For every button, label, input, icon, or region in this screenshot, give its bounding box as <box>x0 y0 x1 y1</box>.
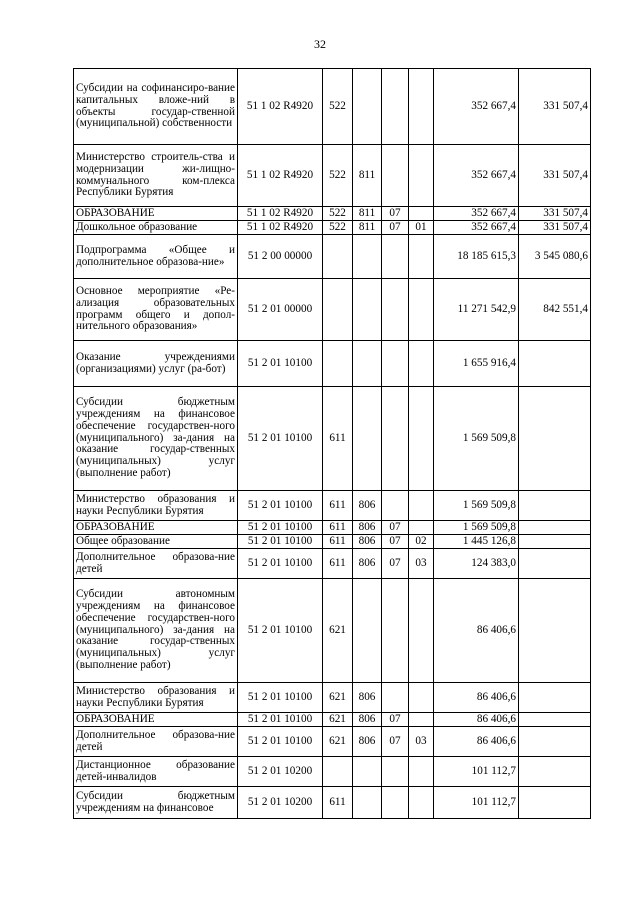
row-subsection: 01 <box>409 221 434 235</box>
row-target-code: 51 2 00 00000 <box>238 235 323 279</box>
row-ministry-code: 806 <box>353 535 382 549</box>
row-subsection <box>409 757 434 787</box>
row-target-code: 51 1 02 R4920 <box>238 145 323 207</box>
row-amount-1: 352 667,4 <box>434 145 519 207</box>
row-target-code: 51 2 01 10200 <box>238 787 323 819</box>
table-row <box>74 491 591 521</box>
row-section <box>382 491 409 521</box>
row-ministry-code <box>353 757 382 787</box>
row-ministry-code: 806 <box>353 727 382 757</box>
row-amount-2 <box>519 521 591 535</box>
row-name: Субсидии на софинансиро-вание капитальных вложе-ний в объекты государ-ственной (муниципальной) собственности <box>74 69 238 145</box>
row-section <box>382 579 409 683</box>
row-subsection <box>409 521 434 535</box>
row-amount-1: 124 383,0 <box>434 549 519 579</box>
table-row <box>74 787 591 819</box>
row-amount-1: 1 445 126,8 <box>434 535 519 549</box>
row-ministry-code: 811 <box>353 221 382 235</box>
row-ministry-code <box>353 69 382 145</box>
row-target-code: 51 2 01 10100 <box>238 341 323 387</box>
row-subsection <box>409 713 434 727</box>
row-ministry-code: 811 <box>353 145 382 207</box>
row-name: ОБРАЗОВАНИЕ <box>74 207 238 221</box>
row-amount-2: 3 545 080,6 <box>519 235 591 279</box>
row-name: Дистанционное образование детей-инвалидов <box>74 757 238 787</box>
row-expense-type: 611 <box>323 387 353 491</box>
row-target-code: 51 2 01 10100 <box>238 549 323 579</box>
row-name: Дополнительное образова-ние детей <box>74 727 238 757</box>
row-subsection: 03 <box>409 727 434 757</box>
row-section: 07 <box>382 535 409 549</box>
row-section: 07 <box>382 713 409 727</box>
table-row <box>74 235 591 279</box>
row-name: Оказание учреждениями (организациями) услуг (ра-бот) <box>74 341 238 387</box>
row-ministry-code <box>353 235 382 279</box>
row-amount-2 <box>519 713 591 727</box>
table-row <box>74 279 591 341</box>
row-name: ОБРАЗОВАНИЕ <box>74 521 238 535</box>
row-subsection <box>409 279 434 341</box>
row-section <box>382 145 409 207</box>
row-target-code: 51 2 01 10200 <box>238 757 323 787</box>
row-section: 07 <box>382 549 409 579</box>
row-expense-type: 522 <box>323 207 353 221</box>
row-amount-2 <box>519 387 591 491</box>
row-expense-type: 611 <box>323 787 353 819</box>
table-row <box>74 521 591 535</box>
row-amount-2 <box>519 727 591 757</box>
row-name: Подпрограмма «Общее и дополнительное образова-ние» <box>74 235 238 279</box>
row-subsection <box>409 387 434 491</box>
row-ministry-code: 811 <box>353 207 382 221</box>
row-amount-2 <box>519 757 591 787</box>
row-target-code: 51 1 02 R4920 <box>238 207 323 221</box>
row-name: Субсидии бюджетным учреждениям на финансовое <box>74 787 238 819</box>
table-row <box>74 221 591 235</box>
row-section: 07 <box>382 727 409 757</box>
row-ministry-code <box>353 787 382 819</box>
table-row <box>74 535 591 549</box>
row-expense-type: 611 <box>323 535 353 549</box>
row-expense-type <box>323 757 353 787</box>
row-subsection: 02 <box>409 535 434 549</box>
row-ministry-code <box>353 279 382 341</box>
row-name: Дошкольное образование <box>74 221 238 235</box>
row-amount-2 <box>519 579 591 683</box>
row-subsection <box>409 491 434 521</box>
row-section <box>382 387 409 491</box>
row-expense-type <box>323 341 353 387</box>
table-row <box>74 579 591 683</box>
page-number: 32 <box>314 37 326 51</box>
row-target-code: 51 2 01 10100 <box>238 521 323 535</box>
row-amount-1: 86 406,6 <box>434 713 519 727</box>
row-amount-1: 1 569 509,8 <box>434 387 519 491</box>
row-amount-1: 1 569 509,8 <box>434 491 519 521</box>
row-amount-1: 352 667,4 <box>434 69 519 145</box>
row-target-code: 51 2 01 10100 <box>238 713 323 727</box>
row-amount-1: 352 667,4 <box>434 221 519 235</box>
row-target-code: 51 2 01 10100 <box>238 491 323 521</box>
row-amount-2 <box>519 683 591 713</box>
row-expense-type: 621 <box>323 683 353 713</box>
row-amount-2: 842 551,4 <box>519 279 591 341</box>
row-ministry-code: 806 <box>353 549 382 579</box>
row-amount-2 <box>519 549 591 579</box>
row-section <box>382 757 409 787</box>
table-body <box>74 69 591 819</box>
row-section <box>382 69 409 145</box>
row-amount-1: 352 667,4 <box>434 207 519 221</box>
row-name: Субсидии автономным учреждениям на финансовое обеспечение государствен-ного (муниципального) за-дания на оказание государ-ственных (муниципальных) услуг (выполнение работ) <box>74 579 238 683</box>
row-name: Основное мероприятие «Ре-ализация образовательных программ общего и допол-нительного образования» <box>74 279 238 341</box>
row-name: Министерство образования и науки Республики Бурятия <box>74 491 238 521</box>
row-section <box>382 235 409 279</box>
row-expense-type: 621 <box>323 713 353 727</box>
row-name: Субсидии бюджетным учреждениям на финансовое обеспечение государствен-ного (муниципального) за-дания на оказание государ-ственных (муниципальных) услуг (выполнение работ) <box>74 387 238 491</box>
table-row <box>74 683 591 713</box>
row-target-code: 51 2 01 10100 <box>238 579 323 683</box>
row-target-code: 51 2 01 10100 <box>238 727 323 757</box>
row-ministry-code: 806 <box>353 683 382 713</box>
row-amount-2 <box>519 787 591 819</box>
row-expense-type: 621 <box>323 727 353 757</box>
row-target-code: 51 2 01 10100 <box>238 683 323 713</box>
row-name: ОБРАЗОВАНИЕ <box>74 713 238 727</box>
row-amount-2 <box>519 491 591 521</box>
row-expense-type <box>323 279 353 341</box>
row-section: 07 <box>382 521 409 535</box>
row-ministry-code <box>353 387 382 491</box>
row-amount-2 <box>519 341 591 387</box>
row-amount-1: 1 569 509,8 <box>434 521 519 535</box>
row-subsection <box>409 69 434 145</box>
row-expense-type: 611 <box>323 491 353 521</box>
row-ministry-code: 806 <box>353 521 382 535</box>
table-row <box>74 145 591 207</box>
row-name: Министерство строитель-ства и модернизации жи-лищно-коммунального ком-плекса Республики Бурятия <box>74 145 238 207</box>
row-amount-1: 1 655 916,4 <box>434 341 519 387</box>
row-amount-1: 86 406,6 <box>434 579 519 683</box>
row-name: Дополнительное образова-ние детей <box>74 549 238 579</box>
row-amount-2: 331 507,4 <box>519 69 591 145</box>
row-subsection: 03 <box>409 549 434 579</box>
row-amount-1: 11 271 542,9 <box>434 279 519 341</box>
row-subsection <box>409 579 434 683</box>
row-section: 07 <box>382 207 409 221</box>
budget-table <box>73 68 591 819</box>
row-ministry-code <box>353 579 382 683</box>
table-row <box>74 387 591 491</box>
row-amount-1: 18 185 615,3 <box>434 235 519 279</box>
row-target-code: 51 2 01 00000 <box>238 279 323 341</box>
row-subsection <box>409 235 434 279</box>
row-subsection <box>409 787 434 819</box>
row-target-code: 51 2 01 10100 <box>238 535 323 549</box>
table-row <box>74 757 591 787</box>
row-expense-type <box>323 235 353 279</box>
row-expense-type: 522 <box>323 221 353 235</box>
row-section <box>382 787 409 819</box>
row-expense-type: 621 <box>323 579 353 683</box>
row-amount-2: 331 507,4 <box>519 221 591 235</box>
table-row <box>74 727 591 757</box>
row-target-code: 51 1 02 R4920 <box>238 221 323 235</box>
row-expense-type: 522 <box>323 145 353 207</box>
row-subsection <box>409 207 434 221</box>
row-section <box>382 279 409 341</box>
table-row <box>74 69 591 145</box>
table-row <box>74 207 591 221</box>
row-expense-type: 611 <box>323 521 353 535</box>
row-section <box>382 683 409 713</box>
row-amount-2: 331 507,4 <box>519 207 591 221</box>
row-amount-1: 86 406,6 <box>434 727 519 757</box>
row-name: Общее образование <box>74 535 238 549</box>
row-ministry-code: 806 <box>353 491 382 521</box>
row-amount-1: 101 112,7 <box>434 757 519 787</box>
table-row <box>74 341 591 387</box>
row-expense-type: 611 <box>323 549 353 579</box>
row-expense-type: 522 <box>323 69 353 145</box>
row-subsection <box>409 145 434 207</box>
row-subsection <box>409 341 434 387</box>
row-subsection <box>409 683 434 713</box>
row-ministry-code: 806 <box>353 713 382 727</box>
row-amount-2: 331 507,4 <box>519 145 591 207</box>
row-amount-1: 101 112,7 <box>434 787 519 819</box>
row-ministry-code <box>353 341 382 387</box>
row-section: 07 <box>382 221 409 235</box>
row-target-code: 51 2 01 10100 <box>238 387 323 491</box>
row-target-code: 51 1 02 R4920 <box>238 69 323 145</box>
table-row <box>74 713 591 727</box>
row-section <box>382 341 409 387</box>
row-amount-1: 86 406,6 <box>434 683 519 713</box>
table-row <box>74 549 591 579</box>
row-amount-2 <box>519 535 591 549</box>
row-name: Министерство образования и науки Республики Бурятия <box>74 683 238 713</box>
